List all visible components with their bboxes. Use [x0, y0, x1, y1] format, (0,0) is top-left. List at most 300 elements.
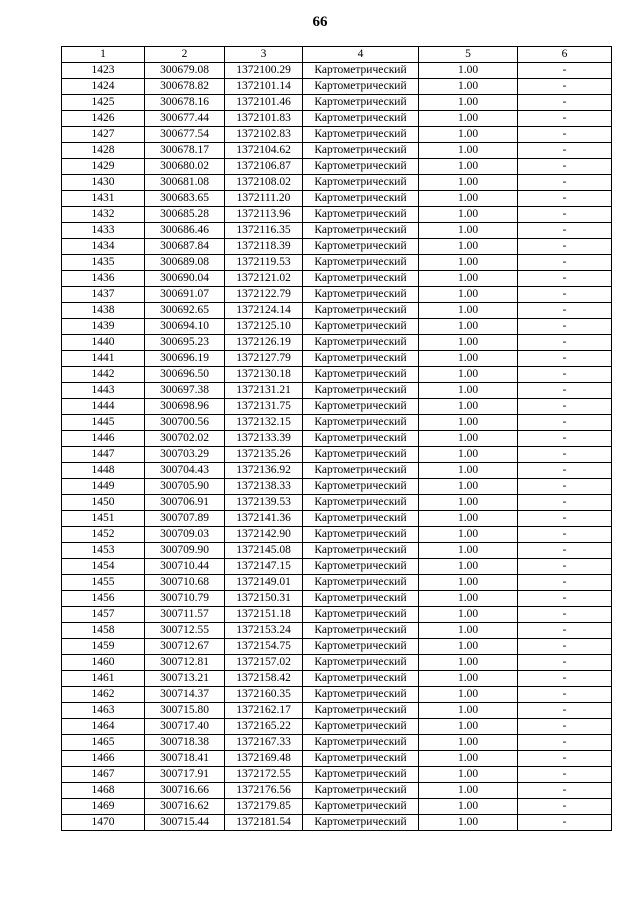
point-number-cell: 1449	[62, 479, 145, 495]
table-row	[62, 271, 612, 287]
y-coordinate-cell: 1372122.79	[225, 287, 303, 303]
method-cell: Картометрический	[303, 559, 419, 575]
y-coordinate-cell: 1372158.42	[225, 671, 303, 687]
accuracy-cell: 1.00	[419, 367, 518, 383]
point-number-cell: 1469	[62, 799, 145, 815]
x-coordinate-cell: 300697.38	[145, 383, 225, 399]
point-number-cell: 1458	[62, 623, 145, 639]
note-cell: -	[518, 527, 612, 543]
x-coordinate-cell: 300704.43	[145, 463, 225, 479]
table-row	[62, 767, 612, 783]
x-coordinate-cell: 300714.37	[145, 687, 225, 703]
accuracy-cell: 1.00	[419, 527, 518, 543]
point-number-cell: 1438	[62, 303, 145, 319]
y-coordinate-cell: 1372131.21	[225, 383, 303, 399]
point-number-cell: 1452	[62, 527, 145, 543]
accuracy-cell: 1.00	[419, 271, 518, 287]
x-coordinate-cell: 300703.29	[145, 447, 225, 463]
method-cell: Картометрический	[303, 735, 419, 751]
point-number-cell: 1456	[62, 591, 145, 607]
y-coordinate-cell: 1372101.83	[225, 111, 303, 127]
point-number-cell: 1465	[62, 735, 145, 751]
table-row	[62, 207, 612, 223]
method-cell: Картометрический	[303, 639, 419, 655]
y-coordinate-cell: 1372157.02	[225, 655, 303, 671]
table-row	[62, 111, 612, 127]
x-coordinate-cell: 300711.57	[145, 607, 225, 623]
y-coordinate-cell: 1372176.56	[225, 783, 303, 799]
note-cell: -	[518, 127, 612, 143]
note-cell: -	[518, 783, 612, 799]
note-cell: -	[518, 735, 612, 751]
accuracy-cell: 1.00	[419, 639, 518, 655]
accuracy-cell: 1.00	[419, 799, 518, 815]
point-number-cell: 1467	[62, 767, 145, 783]
table-row	[62, 223, 612, 239]
page-number: 66	[312, 14, 328, 30]
accuracy-cell: 1.00	[419, 335, 518, 351]
point-number-cell: 1451	[62, 511, 145, 527]
note-cell: -	[518, 607, 612, 623]
method-cell: Картометрический	[303, 335, 419, 351]
method-cell: Картометрический	[303, 255, 419, 271]
method-cell: Картометрический	[303, 431, 419, 447]
x-coordinate-cell: 300718.38	[145, 735, 225, 751]
point-number-cell: 1430	[62, 175, 145, 191]
accuracy-cell: 1.00	[419, 719, 518, 735]
point-number-cell: 1448	[62, 463, 145, 479]
point-number-cell: 1460	[62, 655, 145, 671]
point-number-cell: 1427	[62, 127, 145, 143]
point-number-cell: 1461	[62, 671, 145, 687]
point-number-cell: 1442	[62, 367, 145, 383]
header-col-6: 6	[518, 47, 612, 63]
note-cell: -	[518, 351, 612, 367]
point-number-cell: 1432	[62, 207, 145, 223]
point-number-cell: 1462	[62, 687, 145, 703]
x-coordinate-cell: 300706.91	[145, 495, 225, 511]
note-cell: -	[518, 223, 612, 239]
point-number-cell: 1450	[62, 495, 145, 511]
x-coordinate-cell: 300677.44	[145, 111, 225, 127]
accuracy-cell: 1.00	[419, 815, 518, 831]
y-coordinate-cell: 1372119.53	[225, 255, 303, 271]
accuracy-cell: 1.00	[419, 191, 518, 207]
accuracy-cell: 1.00	[419, 303, 518, 319]
accuracy-cell: 1.00	[419, 767, 518, 783]
point-number-cell: 1437	[62, 287, 145, 303]
accuracy-cell: 1.00	[419, 671, 518, 687]
table-row	[62, 479, 612, 495]
x-coordinate-cell: 300680.02	[145, 159, 225, 175]
method-cell: Картометрический	[303, 655, 419, 671]
note-cell: -	[518, 239, 612, 255]
point-number-cell: 1457	[62, 607, 145, 623]
note-cell: -	[518, 767, 612, 783]
accuracy-cell: 1.00	[419, 159, 518, 175]
table-row	[62, 783, 612, 799]
note-cell: -	[518, 399, 612, 415]
x-coordinate-cell: 300705.90	[145, 479, 225, 495]
point-number-cell: 1453	[62, 543, 145, 559]
table-row	[62, 719, 612, 735]
y-coordinate-cell: 1372102.83	[225, 127, 303, 143]
note-cell: -	[518, 63, 612, 79]
header-col-3: 3	[225, 47, 303, 63]
note-cell: -	[518, 815, 612, 831]
table-row	[62, 127, 612, 143]
x-coordinate-cell: 300702.02	[145, 431, 225, 447]
method-cell: Картометрический	[303, 575, 419, 591]
note-cell: -	[518, 511, 612, 527]
table-row	[62, 751, 612, 767]
method-cell: Картометрический	[303, 415, 419, 431]
point-number-cell: 1424	[62, 79, 145, 95]
accuracy-cell: 1.00	[419, 447, 518, 463]
x-coordinate-cell: 300683.65	[145, 191, 225, 207]
header-col-4: 4	[303, 47, 419, 63]
point-number-cell: 1443	[62, 383, 145, 399]
header-col-2: 2	[145, 47, 225, 63]
accuracy-cell: 1.00	[419, 287, 518, 303]
table-row	[62, 351, 612, 367]
table-row	[62, 335, 612, 351]
method-cell: Картометрический	[303, 447, 419, 463]
table-row	[62, 191, 612, 207]
point-number-cell: 1454	[62, 559, 145, 575]
method-cell: Картометрический	[303, 527, 419, 543]
x-coordinate-cell: 300717.40	[145, 719, 225, 735]
table-row	[62, 319, 612, 335]
accuracy-cell: 1.00	[419, 751, 518, 767]
y-coordinate-cell: 1372104.62	[225, 143, 303, 159]
accuracy-cell: 1.00	[419, 223, 518, 239]
method-cell: Картометрический	[303, 543, 419, 559]
y-coordinate-cell: 1372132.15	[225, 415, 303, 431]
y-coordinate-cell: 1372125.10	[225, 319, 303, 335]
accuracy-cell: 1.00	[419, 111, 518, 127]
note-cell: -	[518, 719, 612, 735]
note-cell: -	[518, 655, 612, 671]
x-coordinate-cell: 300698.96	[145, 399, 225, 415]
x-coordinate-cell: 300681.08	[145, 175, 225, 191]
note-cell: -	[518, 495, 612, 511]
note-cell: -	[518, 431, 612, 447]
table-row	[62, 415, 612, 431]
y-coordinate-cell: 1372169.48	[225, 751, 303, 767]
table-row	[62, 239, 612, 255]
coordinates-table	[61, 46, 612, 831]
table-row	[62, 367, 612, 383]
note-cell: -	[518, 463, 612, 479]
point-number-cell: 1444	[62, 399, 145, 415]
method-cell: Картометрический	[303, 495, 419, 511]
note-cell: -	[518, 159, 612, 175]
method-cell: Картометрический	[303, 463, 419, 479]
accuracy-cell: 1.00	[419, 143, 518, 159]
x-coordinate-cell: 300687.84	[145, 239, 225, 255]
table-row	[62, 175, 612, 191]
accuracy-cell: 1.00	[419, 255, 518, 271]
note-cell: -	[518, 367, 612, 383]
y-coordinate-cell: 1372116.35	[225, 223, 303, 239]
accuracy-cell: 1.00	[419, 175, 518, 191]
method-cell: Картометрический	[303, 367, 419, 383]
note-cell: -	[518, 95, 612, 111]
x-coordinate-cell: 300694.10	[145, 319, 225, 335]
point-number-cell: 1470	[62, 815, 145, 831]
x-coordinate-cell: 300696.19	[145, 351, 225, 367]
point-number-cell: 1436	[62, 271, 145, 287]
method-cell: Картометрический	[303, 63, 419, 79]
table-row	[62, 559, 612, 575]
x-coordinate-cell: 300715.80	[145, 703, 225, 719]
accuracy-cell: 1.00	[419, 207, 518, 223]
y-coordinate-cell: 1372179.85	[225, 799, 303, 815]
table-row	[62, 447, 612, 463]
table-row	[62, 687, 612, 703]
table-row	[62, 463, 612, 479]
x-coordinate-cell: 300712.67	[145, 639, 225, 655]
method-cell: Картометрический	[303, 623, 419, 639]
note-cell: -	[518, 671, 612, 687]
method-cell: Картометрический	[303, 79, 419, 95]
accuracy-cell: 1.00	[419, 95, 518, 111]
x-coordinate-cell: 300710.79	[145, 591, 225, 607]
method-cell: Картометрический	[303, 751, 419, 767]
table-row	[62, 607, 612, 623]
y-coordinate-cell: 1372160.35	[225, 687, 303, 703]
x-coordinate-cell: 300710.68	[145, 575, 225, 591]
accuracy-cell: 1.00	[419, 543, 518, 559]
table-row	[62, 287, 612, 303]
x-coordinate-cell: 300707.89	[145, 511, 225, 527]
note-cell: -	[518, 703, 612, 719]
point-number-cell: 1447	[62, 447, 145, 463]
note-cell: -	[518, 191, 612, 207]
y-coordinate-cell: 1372151.18	[225, 607, 303, 623]
x-coordinate-cell: 300677.54	[145, 127, 225, 143]
note-cell: -	[518, 479, 612, 495]
accuracy-cell: 1.00	[419, 351, 518, 367]
note-cell: -	[518, 175, 612, 191]
note-cell: -	[518, 79, 612, 95]
table-row	[62, 575, 612, 591]
x-coordinate-cell: 300718.41	[145, 751, 225, 767]
accuracy-cell: 1.00	[419, 655, 518, 671]
x-coordinate-cell: 300700.56	[145, 415, 225, 431]
method-cell: Картометрический	[303, 159, 419, 175]
point-number-cell: 1423	[62, 63, 145, 79]
table-row	[62, 815, 612, 831]
accuracy-cell: 1.00	[419, 479, 518, 495]
accuracy-cell: 1.00	[419, 319, 518, 335]
accuracy-cell: 1.00	[419, 239, 518, 255]
y-coordinate-cell: 1372165.22	[225, 719, 303, 735]
method-cell: Картометрический	[303, 207, 419, 223]
method-cell: Картометрический	[303, 383, 419, 399]
table-row	[62, 143, 612, 159]
note-cell: -	[518, 207, 612, 223]
table-row	[62, 527, 612, 543]
table-row	[62, 639, 612, 655]
x-coordinate-cell: 300712.81	[145, 655, 225, 671]
accuracy-cell: 1.00	[419, 463, 518, 479]
point-number-cell: 1434	[62, 239, 145, 255]
method-cell: Картометрический	[303, 111, 419, 127]
table-row	[62, 303, 612, 319]
note-cell: -	[518, 111, 612, 127]
method-cell: Картометрический	[303, 303, 419, 319]
table-row	[62, 95, 612, 111]
point-number-cell: 1466	[62, 751, 145, 767]
point-number-cell: 1433	[62, 223, 145, 239]
method-cell: Картометрический	[303, 479, 419, 495]
x-coordinate-cell: 300690.04	[145, 271, 225, 287]
y-coordinate-cell: 1372127.79	[225, 351, 303, 367]
y-coordinate-cell: 1372154.75	[225, 639, 303, 655]
table-row	[62, 63, 612, 79]
table-row	[62, 255, 612, 271]
y-coordinate-cell: 1372113.96	[225, 207, 303, 223]
note-cell: -	[518, 287, 612, 303]
y-coordinate-cell: 1372131.75	[225, 399, 303, 415]
table-row	[62, 383, 612, 399]
point-number-cell: 1425	[62, 95, 145, 111]
table-row	[62, 495, 612, 511]
y-coordinate-cell: 1372126.19	[225, 335, 303, 351]
accuracy-cell: 1.00	[419, 623, 518, 639]
y-coordinate-cell: 1372106.87	[225, 159, 303, 175]
accuracy-cell: 1.00	[419, 399, 518, 415]
x-coordinate-cell: 300716.66	[145, 783, 225, 799]
table-row	[62, 655, 612, 671]
accuracy-cell: 1.00	[419, 703, 518, 719]
note-cell: -	[518, 415, 612, 431]
table-row	[62, 735, 612, 751]
method-cell: Картометрический	[303, 703, 419, 719]
point-number-cell: 1455	[62, 575, 145, 591]
y-coordinate-cell: 1372142.90	[225, 527, 303, 543]
y-coordinate-cell: 1372147.15	[225, 559, 303, 575]
table-row	[62, 703, 612, 719]
accuracy-cell: 1.00	[419, 431, 518, 447]
x-coordinate-cell: 300678.17	[145, 143, 225, 159]
y-coordinate-cell: 1372135.26	[225, 447, 303, 463]
accuracy-cell: 1.00	[419, 559, 518, 575]
note-cell: -	[518, 447, 612, 463]
note-cell: -	[518, 623, 612, 639]
method-cell: Картометрический	[303, 191, 419, 207]
note-cell: -	[518, 591, 612, 607]
method-cell: Картометрический	[303, 719, 419, 735]
x-coordinate-cell: 300689.08	[145, 255, 225, 271]
table-row	[62, 431, 612, 447]
method-cell: Картометрический	[303, 239, 419, 255]
y-coordinate-cell: 1372101.46	[225, 95, 303, 111]
method-cell: Картометрический	[303, 671, 419, 687]
method-cell: Картометрический	[303, 607, 419, 623]
method-cell: Картометрический	[303, 127, 419, 143]
note-cell: -	[518, 543, 612, 559]
method-cell: Картометрический	[303, 143, 419, 159]
x-coordinate-cell: 300709.03	[145, 527, 225, 543]
header-col-1: 1	[62, 47, 145, 63]
x-coordinate-cell: 300716.62	[145, 799, 225, 815]
point-number-cell: 1446	[62, 431, 145, 447]
header-col-5: 5	[419, 47, 518, 63]
note-cell: -	[518, 751, 612, 767]
note-cell: -	[518, 319, 612, 335]
note-cell: -	[518, 639, 612, 655]
table-row	[62, 79, 612, 95]
y-coordinate-cell: 1372121.02	[225, 271, 303, 287]
method-cell: Картометрический	[303, 399, 419, 415]
y-coordinate-cell: 1372141.36	[225, 511, 303, 527]
note-cell: -	[518, 303, 612, 319]
y-coordinate-cell: 1372130.18	[225, 367, 303, 383]
table-header-row	[62, 47, 612, 63]
method-cell: Картометрический	[303, 591, 419, 607]
table-row	[62, 591, 612, 607]
point-number-cell: 1431	[62, 191, 145, 207]
y-coordinate-cell: 1372153.24	[225, 623, 303, 639]
point-number-cell: 1426	[62, 111, 145, 127]
method-cell: Картометрический	[303, 799, 419, 815]
accuracy-cell: 1.00	[419, 575, 518, 591]
x-coordinate-cell: 300712.55	[145, 623, 225, 639]
note-cell: -	[518, 335, 612, 351]
note-cell: -	[518, 383, 612, 399]
x-coordinate-cell: 300692.65	[145, 303, 225, 319]
x-coordinate-cell: 300678.16	[145, 95, 225, 111]
y-coordinate-cell: 1372145.08	[225, 543, 303, 559]
method-cell: Картометрический	[303, 95, 419, 111]
x-coordinate-cell: 300713.21	[145, 671, 225, 687]
point-number-cell: 1440	[62, 335, 145, 351]
y-coordinate-cell: 1372162.17	[225, 703, 303, 719]
method-cell: Картометрический	[303, 175, 419, 191]
accuracy-cell: 1.00	[419, 383, 518, 399]
method-cell: Картометрический	[303, 287, 419, 303]
method-cell: Картометрический	[303, 815, 419, 831]
note-cell: -	[518, 271, 612, 287]
accuracy-cell: 1.00	[419, 495, 518, 511]
y-coordinate-cell: 1372133.39	[225, 431, 303, 447]
y-coordinate-cell: 1372167.33	[225, 735, 303, 751]
accuracy-cell: 1.00	[419, 127, 518, 143]
y-coordinate-cell: 1372136.92	[225, 463, 303, 479]
note-cell: -	[518, 575, 612, 591]
method-cell: Картометрический	[303, 783, 419, 799]
y-coordinate-cell: 1372139.53	[225, 495, 303, 511]
x-coordinate-cell: 300686.46	[145, 223, 225, 239]
note-cell: -	[518, 559, 612, 575]
x-coordinate-cell: 300709.90	[145, 543, 225, 559]
accuracy-cell: 1.00	[419, 511, 518, 527]
accuracy-cell: 1.00	[419, 607, 518, 623]
point-number-cell: 1463	[62, 703, 145, 719]
table-row	[62, 511, 612, 527]
y-coordinate-cell: 1372124.14	[225, 303, 303, 319]
note-cell: -	[518, 799, 612, 815]
y-coordinate-cell: 1372138.33	[225, 479, 303, 495]
note-cell: -	[518, 143, 612, 159]
table-body	[62, 63, 612, 831]
accuracy-cell: 1.00	[419, 591, 518, 607]
x-coordinate-cell: 300717.91	[145, 767, 225, 783]
point-number-cell: 1439	[62, 319, 145, 335]
